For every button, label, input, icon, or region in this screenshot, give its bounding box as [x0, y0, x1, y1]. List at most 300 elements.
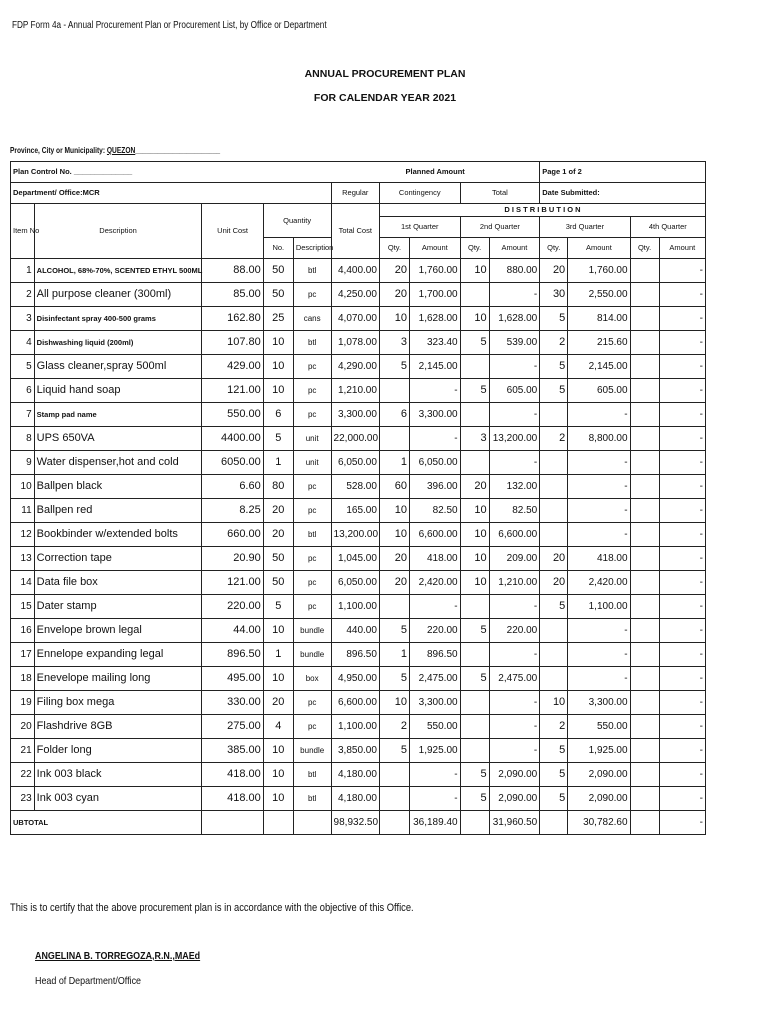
- total-cost: 528.00: [331, 475, 379, 499]
- table-row: [11, 691, 706, 715]
- item-no: 10: [11, 475, 35, 499]
- unit-cost: 220.00: [202, 595, 263, 619]
- quantity-unit: bundle: [293, 643, 331, 667]
- quantity-unit: pc: [293, 715, 331, 739]
- quantity-unit: pc: [293, 403, 331, 427]
- q2-qty: [460, 739, 489, 763]
- q2-amount: 1,210.00: [489, 571, 540, 595]
- unit-cost: 121.00: [202, 379, 263, 403]
- q4-amount: -: [659, 667, 705, 691]
- total-cost: 896.50: [331, 643, 379, 667]
- q4-qty: [630, 427, 659, 451]
- quantity-unit: unit: [293, 427, 331, 451]
- table-row: [11, 619, 706, 643]
- quantity-no: 1: [263, 643, 293, 667]
- total-cost: 3,300.00: [331, 403, 379, 427]
- plan-title: ANNUAL PROCUREMENT PLAN: [304, 68, 466, 80]
- unit-cost: 660.00: [202, 523, 263, 547]
- item-description: Flashdrive 8GB: [34, 715, 202, 739]
- empty-cell: [540, 811, 568, 835]
- table-row: [11, 403, 706, 427]
- q2-amount-header: Amount: [489, 238, 540, 259]
- q4-amount: -: [659, 403, 705, 427]
- q1-amount: -: [410, 427, 461, 451]
- procurement-table: [10, 161, 706, 835]
- q3-amount: 1,760.00: [568, 259, 630, 283]
- item-description: Ennelope expanding legal: [34, 643, 202, 667]
- q3-amount: 2,420.00: [568, 571, 630, 595]
- q3-amount: -: [568, 667, 630, 691]
- q4-qty: [630, 331, 659, 355]
- total-cost: 4,180.00: [331, 787, 379, 811]
- q3-amount: -: [568, 643, 630, 667]
- subtotal-q1: 36,189.40: [410, 811, 461, 835]
- quantity-unit: pc: [293, 283, 331, 307]
- q3-qty: [540, 451, 568, 475]
- unit-cost: 85.00: [202, 283, 263, 307]
- q2-qty: 5: [460, 787, 489, 811]
- contingency-header: Contingency: [379, 183, 460, 204]
- table-row: [11, 667, 706, 691]
- q3-qty: [540, 499, 568, 523]
- subtotal-total: 98,932.50: [331, 811, 379, 835]
- q3-amount: -: [568, 475, 630, 499]
- q1-amount: 82.50: [410, 499, 461, 523]
- total-cost: 4,400.00: [331, 259, 379, 283]
- q4-qty: [630, 475, 659, 499]
- q1-qty: 5: [379, 667, 409, 691]
- q1-qty: 6: [379, 403, 409, 427]
- q3-qty: 20: [540, 547, 568, 571]
- distribution-header: D I S T R I B U T I O N: [379, 204, 705, 217]
- item-description: Ink 003 cyan: [34, 787, 202, 811]
- q2-amount: 2,475.00: [489, 667, 540, 691]
- q4-amount: -: [659, 571, 705, 595]
- item-no: 7: [11, 403, 35, 427]
- unit-cost: 418.00: [202, 763, 263, 787]
- q4-amount: -: [659, 259, 705, 283]
- q4-amount: -: [659, 307, 705, 331]
- total-header: Total: [460, 183, 540, 204]
- regular-header: Regular: [331, 183, 379, 204]
- signer-role: Head of Department/Office: [35, 975, 141, 987]
- total-cost: 13,200.00: [331, 523, 379, 547]
- q3-qty: [540, 475, 568, 499]
- table-row: [11, 547, 706, 571]
- total-cost: 4,290.00: [331, 355, 379, 379]
- province-value: QUEZON: [106, 145, 136, 155]
- q3-qty: 20: [540, 571, 568, 595]
- quantity-unit: box: [293, 667, 331, 691]
- item-description: UPS 650VA: [34, 427, 202, 451]
- q4-qty: [630, 499, 659, 523]
- q1-qty: 5: [379, 739, 409, 763]
- quantity-no: 10: [263, 331, 293, 355]
- q4-qty: [630, 571, 659, 595]
- q4-amount: -: [659, 595, 705, 619]
- table-row: [11, 475, 706, 499]
- q3-qty: 5: [540, 739, 568, 763]
- quantity-no: 10: [263, 379, 293, 403]
- q2-amount: -: [489, 451, 540, 475]
- quantity-no: 20: [263, 691, 293, 715]
- quantity-unit: pc: [293, 355, 331, 379]
- q3-amount: 418.00: [568, 547, 630, 571]
- q4-amount: -: [659, 739, 705, 763]
- page-number: Page 1 of 2: [540, 162, 706, 183]
- quantity-no: 10: [263, 763, 293, 787]
- item-no: 21: [11, 739, 35, 763]
- q3-qty: 2: [540, 331, 568, 355]
- q3-amount: -: [568, 403, 630, 427]
- table-row: [11, 451, 706, 475]
- q1-amount: -: [410, 787, 461, 811]
- empty-cell: [293, 811, 331, 835]
- subtotal-label: UBTOTAL: [11, 811, 202, 835]
- quantity-no: 5: [263, 595, 293, 619]
- q3-amount: -: [568, 499, 630, 523]
- planned-amount-header: Planned Amount: [331, 162, 540, 183]
- table-row: [11, 715, 706, 739]
- item-description: Ballpen red: [34, 499, 202, 523]
- item-no: 15: [11, 595, 35, 619]
- item-no: 12: [11, 523, 35, 547]
- total-cost: 1,045.00: [331, 547, 379, 571]
- quantity-no: 4: [263, 715, 293, 739]
- q2-qty: 5: [460, 667, 489, 691]
- quantity-no: 20: [263, 499, 293, 523]
- q2-qty: [460, 643, 489, 667]
- q1-qty: 10: [379, 691, 409, 715]
- q2-amount: 2,090.00: [489, 763, 540, 787]
- item-no: 4: [11, 331, 35, 355]
- item-no: 2: [11, 283, 35, 307]
- q4-qty: [630, 523, 659, 547]
- table-row: [11, 355, 706, 379]
- item-description: Envelope brown legal: [34, 619, 202, 643]
- q4-qty: [630, 379, 659, 403]
- q3-qty: [540, 403, 568, 427]
- department-cell: Department/ Office:MCR: [11, 183, 332, 204]
- quantity-unit: pc: [293, 475, 331, 499]
- q3-amount: 2,145.00: [568, 355, 630, 379]
- q4-amount: -: [659, 715, 705, 739]
- total-cost: 6,600.00: [331, 691, 379, 715]
- q3-qty: 2: [540, 715, 568, 739]
- q4-amount: -: [659, 283, 705, 307]
- unit-cost: 550.00: [202, 403, 263, 427]
- q2-qty: [460, 355, 489, 379]
- item-no: 3: [11, 307, 35, 331]
- q3-amount: 1,925.00: [568, 739, 630, 763]
- quantity-no: 10: [263, 667, 293, 691]
- total-cost: 1,078.00: [331, 331, 379, 355]
- q1-qty: 60: [379, 475, 409, 499]
- q2-qty: 5: [460, 619, 489, 643]
- total-cost: 4,250.00: [331, 283, 379, 307]
- empty-cell: [202, 811, 263, 835]
- item-no: 6: [11, 379, 35, 403]
- table-row: [11, 427, 706, 451]
- total-cost-header: Total Cost: [331, 204, 379, 259]
- q4-amount: -: [659, 331, 705, 355]
- quantity-unit: pc: [293, 571, 331, 595]
- q4-amount: -: [659, 547, 705, 571]
- table-row: [11, 787, 706, 811]
- q4-amount: -: [659, 499, 705, 523]
- table-row: [11, 595, 706, 619]
- q4-amount: -: [659, 523, 705, 547]
- total-cost: 22,000.00: [331, 427, 379, 451]
- q1-amount: 1,700.00: [410, 283, 461, 307]
- quantity-no: 50: [263, 571, 293, 595]
- item-no: 14: [11, 571, 35, 595]
- quantity-unit: pc: [293, 547, 331, 571]
- item-description: Folder long: [34, 739, 202, 763]
- table-row: [11, 643, 706, 667]
- quantity-unit: btl: [293, 787, 331, 811]
- quantity-unit: bundle: [293, 739, 331, 763]
- quantity-no: 80: [263, 475, 293, 499]
- item-no: 5: [11, 355, 35, 379]
- item-no: 23: [11, 787, 35, 811]
- q1-amount: -: [410, 763, 461, 787]
- q3-qty: 5: [540, 355, 568, 379]
- q1-amount: 550.00: [410, 715, 461, 739]
- quantity-no: 50: [263, 283, 293, 307]
- q1-qty: 1: [379, 451, 409, 475]
- quantity-no: 10: [263, 739, 293, 763]
- item-description: Filing box mega: [34, 691, 202, 715]
- empty-cell: [460, 811, 489, 835]
- q3-qty: 5: [540, 595, 568, 619]
- item-no: 11: [11, 499, 35, 523]
- item-description: Dater stamp: [34, 595, 202, 619]
- total-cost: 1,210.00: [331, 379, 379, 403]
- q1-qty: 20: [379, 571, 409, 595]
- q4-qty: [630, 691, 659, 715]
- total-cost: 6,050.00: [331, 451, 379, 475]
- q3-qty: 5: [540, 787, 568, 811]
- item-description: Enevelope mailing long: [34, 667, 202, 691]
- q2-header: 2nd Quarter: [460, 217, 540, 238]
- q3-qty: 30: [540, 283, 568, 307]
- quantity-no: 10: [263, 787, 293, 811]
- q2-qty: 10: [460, 307, 489, 331]
- q1-amount: 896.50: [410, 643, 461, 667]
- q2-amount: 539.00: [489, 331, 540, 355]
- q3-qty: [540, 619, 568, 643]
- qty-no-header: No.: [263, 238, 293, 259]
- q1-amount: 1,760.00: [410, 259, 461, 283]
- quantity-no: 1: [263, 451, 293, 475]
- q3-qty: 5: [540, 307, 568, 331]
- table-row: [11, 739, 706, 763]
- unit-cost: 20.90: [202, 547, 263, 571]
- empty-cell: [630, 811, 659, 835]
- q1-amount: 6,050.00: [410, 451, 461, 475]
- q4-amount: -: [659, 427, 705, 451]
- unit-cost: 385.00: [202, 739, 263, 763]
- q3-amount: 3,300.00: [568, 691, 630, 715]
- total-cost: 4,070.00: [331, 307, 379, 331]
- q3-qty: 10: [540, 691, 568, 715]
- q1-amount: 1,628.00: [410, 307, 461, 331]
- q3-amount: -: [568, 451, 630, 475]
- q4-amount: -: [659, 763, 705, 787]
- q3-amount: 2,550.00: [568, 283, 630, 307]
- q4-qty: [630, 595, 659, 619]
- q4-amount: -: [659, 643, 705, 667]
- q2-amount: -: [489, 355, 540, 379]
- q4-qty: [630, 763, 659, 787]
- q4-amount: -: [659, 691, 705, 715]
- q1-qty: 2: [379, 715, 409, 739]
- item-no: 13: [11, 547, 35, 571]
- quantity-unit: bundle: [293, 619, 331, 643]
- q2-amount: 605.00: [489, 379, 540, 403]
- q3-qty: [540, 667, 568, 691]
- item-no: 8: [11, 427, 35, 451]
- qty-desc-header: Description: [293, 238, 331, 259]
- item-description: Dishwashing liquid (200ml): [34, 331, 202, 355]
- q3-qty: 5: [540, 379, 568, 403]
- q1-amount: 396.00: [410, 475, 461, 499]
- quantity-no: 10: [263, 619, 293, 643]
- item-description: Ballpen black: [34, 475, 202, 499]
- subtotal-q2: 31,960.50: [489, 811, 540, 835]
- q1-qty: 20: [379, 547, 409, 571]
- q4-amount-header: Amount: [659, 238, 705, 259]
- q3-amount: 550.00: [568, 715, 630, 739]
- q1-qty: [379, 787, 409, 811]
- quantity-unit: pc: [293, 379, 331, 403]
- q4-qty: [630, 643, 659, 667]
- q1-qty: [379, 427, 409, 451]
- q4-amount: -: [659, 787, 705, 811]
- q2-qty: 5: [460, 379, 489, 403]
- q3-amount: -: [568, 619, 630, 643]
- q1-qty: 20: [379, 259, 409, 283]
- unit-cost: 275.00: [202, 715, 263, 739]
- item-no: 1: [11, 259, 35, 283]
- quantity-unit: pc: [293, 595, 331, 619]
- q1-qty-header: Qty.: [379, 238, 409, 259]
- unit-cost: 4400.00: [202, 427, 263, 451]
- table-row: [11, 571, 706, 595]
- quantity-no: 6: [263, 403, 293, 427]
- q3-header: 3rd Quarter: [540, 217, 630, 238]
- item-description: Liquid hand soap: [34, 379, 202, 403]
- q4-amount: -: [659, 451, 705, 475]
- unit-cost: 6050.00: [202, 451, 263, 475]
- q2-amount: 2,090.00: [489, 787, 540, 811]
- item-no: 9: [11, 451, 35, 475]
- q1-amount: 2,475.00: [410, 667, 461, 691]
- q4-qty: [630, 547, 659, 571]
- item-description: Data file box: [34, 571, 202, 595]
- q3-qty: [540, 523, 568, 547]
- form-name: FDP Form 4a - Annual Procurement Plan or Procurement List, by Office or Department: [12, 20, 327, 31]
- unit-cost: 88.00: [202, 259, 263, 283]
- q1-amount: 3,300.00: [410, 403, 461, 427]
- table-row: [11, 307, 706, 331]
- quantity-header: Quantity: [263, 204, 331, 238]
- province-underline: _______________________: [135, 145, 221, 155]
- quantity-unit: pc: [293, 499, 331, 523]
- unit-cost-header: Unit Cost: [202, 204, 263, 259]
- item-no: 22: [11, 763, 35, 787]
- q2-amount: 209.00: [489, 547, 540, 571]
- item-description: ALCOHOL, 68%-70%, SCENTED ETHYL 500ML: [34, 259, 202, 283]
- quantity-no: 25: [263, 307, 293, 331]
- total-cost: 4,950.00: [331, 667, 379, 691]
- table-row: [11, 763, 706, 787]
- quantity-no: 5: [263, 427, 293, 451]
- q3-qty: 20: [540, 259, 568, 283]
- table-row: [11, 523, 706, 547]
- q1-qty: 10: [379, 499, 409, 523]
- q1-qty: [379, 595, 409, 619]
- quantity-unit: btl: [293, 259, 331, 283]
- q3-amount: 2,090.00: [568, 787, 630, 811]
- q4-amount: -: [659, 355, 705, 379]
- q4-qty-header: Qty.: [630, 238, 659, 259]
- q2-qty: 5: [460, 331, 489, 355]
- q1-amount-header: Amount: [410, 238, 461, 259]
- q2-qty: [460, 595, 489, 619]
- q1-amount: -: [410, 595, 461, 619]
- q1-amount: 2,420.00: [410, 571, 461, 595]
- unit-cost: 107.80: [202, 331, 263, 355]
- quantity-no: 50: [263, 547, 293, 571]
- empty-cell: [263, 811, 293, 835]
- quantity-no: 10: [263, 355, 293, 379]
- subtotal-row: [11, 811, 706, 835]
- q2-qty: [460, 451, 489, 475]
- q3-qty: 2: [540, 427, 568, 451]
- item-no: 17: [11, 643, 35, 667]
- q3-amount: 215.60: [568, 331, 630, 355]
- item-description: Correction tape: [34, 547, 202, 571]
- empty-cell: [379, 811, 409, 835]
- q4-amount: -: [659, 475, 705, 499]
- q3-amount: 8,800.00: [568, 427, 630, 451]
- unit-cost: 44.00: [202, 619, 263, 643]
- q2-amount: 13,200.00: [489, 427, 540, 451]
- quantity-unit: cans: [293, 307, 331, 331]
- q2-amount: -: [489, 643, 540, 667]
- q4-amount: -: [659, 619, 705, 643]
- q2-qty: 10: [460, 259, 489, 283]
- plan-control-cell: Plan Control No. ______________: [11, 162, 332, 183]
- item-no: 18: [11, 667, 35, 691]
- q2-amount: 132.00: [489, 475, 540, 499]
- province-label: Province, City or Municipality:: [10, 145, 106, 155]
- q4-qty: [630, 451, 659, 475]
- q1-qty: 20: [379, 283, 409, 307]
- q2-qty: 10: [460, 571, 489, 595]
- total-cost: 4,180.00: [331, 763, 379, 787]
- item-description: Disinfectant spray 400-500 grams: [34, 307, 202, 331]
- q4-qty: [630, 259, 659, 283]
- q2-amount: 1,628.00: [489, 307, 540, 331]
- subtotal-q4: -: [659, 811, 705, 835]
- unit-cost: 429.00: [202, 355, 263, 379]
- unit-cost: 495.00: [202, 667, 263, 691]
- subtotal-q3: 30,782.60: [568, 811, 630, 835]
- unit-cost: 8.25: [202, 499, 263, 523]
